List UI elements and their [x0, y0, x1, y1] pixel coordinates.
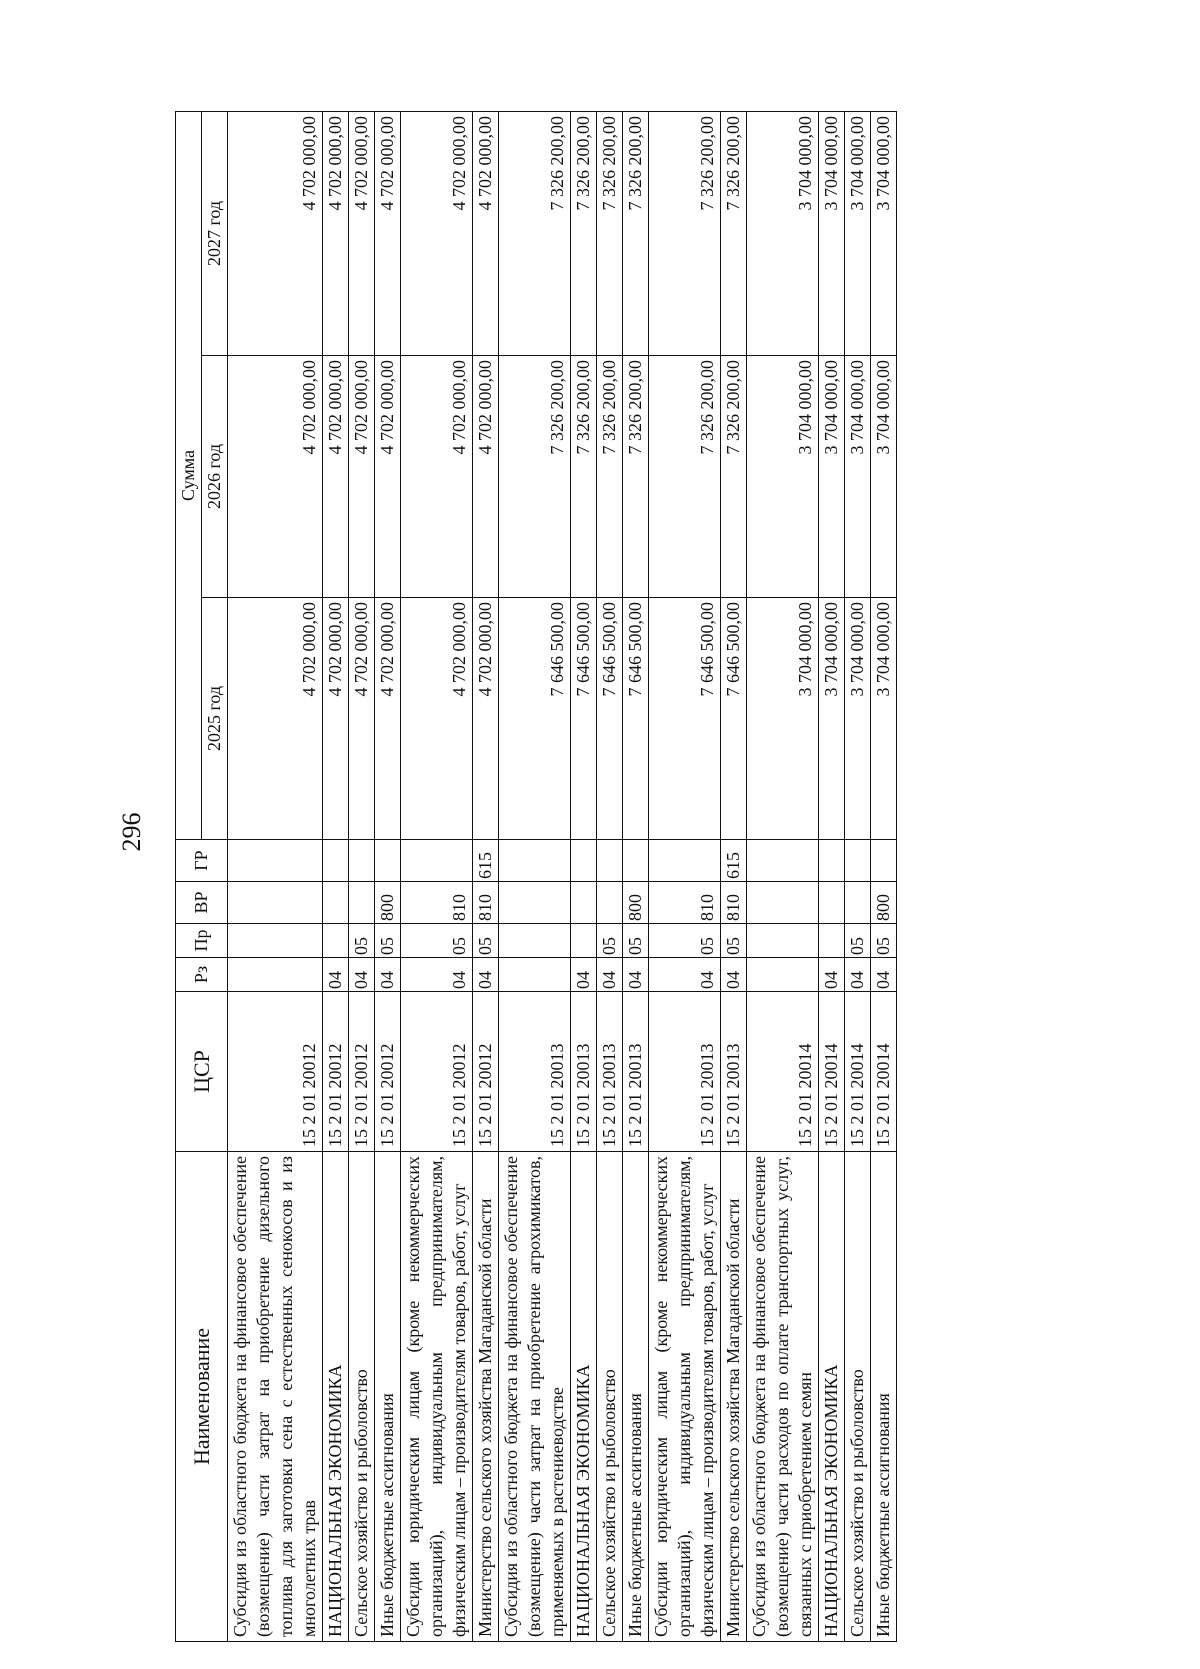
cell-pr: 05 — [649, 924, 721, 958]
cell-2026: 7 326 200,00 — [499, 356, 571, 598]
cell-rz: 04 — [401, 958, 473, 992]
cell-gr — [649, 840, 721, 882]
cell-2027: 3 704 000,00 — [871, 111, 897, 355]
table-body — [228, 111, 897, 1641]
cell-2025: 7 646 500,00 — [721, 598, 747, 840]
cell-2026: 3 704 000,00 — [845, 356, 871, 598]
cell-vr — [323, 882, 349, 924]
cell-name: Субсидия из областного бюджета на финансовое обеспечение (возмещение) части затрат на приобретение агрохимикатов, применяемых в растениеводстве — [499, 1152, 571, 1642]
table-row — [375, 111, 401, 1641]
cell-csr: 15 2 01 20012 — [401, 992, 473, 1152]
cell-pr — [228, 924, 323, 958]
cell-2025: 7 646 500,00 — [571, 598, 597, 840]
table-row — [747, 111, 819, 1641]
table-row — [845, 111, 871, 1641]
cell-2026: 3 704 000,00 — [747, 356, 819, 598]
cell-gr — [871, 840, 897, 882]
cell-2025: 7 646 500,00 — [499, 598, 571, 840]
cell-pr: 05 — [349, 924, 375, 958]
cell-rz: 04 — [819, 958, 845, 992]
cell-2027: 3 704 000,00 — [819, 111, 845, 355]
cell-name: НАЦИОНАЛЬНАЯ ЭКОНОМИКА — [571, 1152, 597, 1642]
cell-rz: 04 — [349, 958, 375, 992]
cell-vr: 800 — [623, 882, 649, 924]
cell-2026: 4 702 000,00 — [349, 356, 375, 598]
cell-2027: 7 326 200,00 — [499, 111, 571, 355]
cell-2027: 4 702 000,00 — [401, 111, 473, 355]
cell-rz: 04 — [375, 958, 401, 992]
cell-pr — [571, 924, 597, 958]
cell-csr: 15 2 01 20014 — [747, 992, 819, 1152]
cell-rz: 04 — [721, 958, 747, 992]
cell-name: Иные бюджетные ассигнования — [623, 1152, 649, 1642]
header-2027: 2027 год — [202, 111, 228, 355]
cell-2026: 3 704 000,00 — [819, 356, 845, 598]
table-row — [349, 111, 375, 1641]
cell-gr — [323, 840, 349, 882]
cell-gr — [819, 840, 845, 882]
table-row — [571, 111, 597, 1641]
cell-csr: 15 2 01 20014 — [871, 992, 897, 1152]
cell-2026: 7 326 200,00 — [721, 356, 747, 598]
cell-2025: 4 702 000,00 — [349, 598, 375, 840]
cell-name: Сельское хозяйство и рыболовство — [597, 1152, 623, 1642]
cell-name: Субсидия из областного бюджета на финансовое обеспечение (возмещение) части расходов по оплате транспортных услуг, связанных с приобретением семян — [747, 1152, 819, 1642]
table-row — [323, 111, 349, 1641]
header-rz: Рз — [176, 958, 228, 992]
budget-table-rotated — [175, 112, 1045, 1642]
cell-2026: 4 702 000,00 — [401, 356, 473, 598]
cell-name: НАЦИОНАЛЬНАЯ ЭКОНОМИКА — [323, 1152, 349, 1642]
header-name: Наименование — [176, 1152, 228, 1642]
cell-gr — [845, 840, 871, 882]
cell-name: Иные бюджетные ассигнования — [375, 1152, 401, 1642]
cell-2025: 3 704 000,00 — [747, 598, 819, 840]
cell-gr — [228, 840, 323, 882]
cell-2025: 4 702 000,00 — [401, 598, 473, 840]
cell-rz: 04 — [473, 958, 499, 992]
cell-2026: 3 704 000,00 — [871, 356, 897, 598]
table-row — [649, 111, 721, 1641]
cell-2027: 7 326 200,00 — [597, 111, 623, 355]
cell-2027: 4 702 000,00 — [228, 111, 323, 355]
table-row — [499, 111, 571, 1641]
cell-vr — [499, 882, 571, 924]
cell-2026: 4 702 000,00 — [323, 356, 349, 598]
cell-pr: 05 — [871, 924, 897, 958]
cell-vr: 810 — [401, 882, 473, 924]
header-sum: Сумма — [176, 111, 202, 839]
cell-2025: 7 646 500,00 — [597, 598, 623, 840]
cell-2027: 7 326 200,00 — [623, 111, 649, 355]
page-number: 296 — [117, 812, 146, 852]
cell-rz: 04 — [871, 958, 897, 992]
cell-gr — [401, 840, 473, 882]
cell-pr: 05 — [623, 924, 649, 958]
cell-vr: 810 — [721, 882, 747, 924]
table-row — [871, 111, 897, 1641]
cell-2026: 4 702 000,00 — [375, 356, 401, 598]
cell-2026: 7 326 200,00 — [623, 356, 649, 598]
cell-pr: 05 — [721, 924, 747, 958]
cell-2027: 3 704 000,00 — [845, 111, 871, 355]
cell-gr: 615 — [473, 840, 499, 882]
cell-gr — [623, 840, 649, 882]
cell-rz: 04 — [597, 958, 623, 992]
cell-2026: 7 326 200,00 — [571, 356, 597, 598]
cell-vr — [747, 882, 819, 924]
cell-name: Сельское хозяйство и рыболовство — [349, 1152, 375, 1642]
cell-rz: 04 — [323, 958, 349, 992]
cell-csr: 15 2 01 20013 — [499, 992, 571, 1152]
cell-name: Субсидии юридическим лицам (кроме некоммерческих организаций), индивидуальным предпринимателям, физическим лицам – производителям товаров, работ, услуг — [649, 1152, 721, 1642]
cell-2027: 4 702 000,00 — [375, 111, 401, 355]
budget-table — [175, 111, 897, 1642]
cell-2027: 7 326 200,00 — [571, 111, 597, 355]
cell-gr — [597, 840, 623, 882]
cell-2025: 3 704 000,00 — [819, 598, 845, 840]
cell-csr: 15 2 01 20013 — [597, 992, 623, 1152]
cell-2026: 4 702 000,00 — [228, 356, 323, 598]
cell-vr: 800 — [871, 882, 897, 924]
cell-pr: 05 — [473, 924, 499, 958]
cell-name: Министерство сельского хозяйства Магаданской области — [473, 1152, 499, 1642]
header-row-1 — [176, 111, 202, 1641]
cell-name: Иные бюджетные ассигнования — [871, 1152, 897, 1642]
cell-csr: 15 2 01 20013 — [721, 992, 747, 1152]
cell-rz: 04 — [845, 958, 871, 992]
cell-csr: 15 2 01 20012 — [349, 992, 375, 1152]
cell-2027: 4 702 000,00 — [473, 111, 499, 355]
table-row — [473, 111, 499, 1641]
table-row — [401, 111, 473, 1641]
cell-csr: 15 2 01 20012 — [323, 992, 349, 1152]
cell-2027: 7 326 200,00 — [649, 111, 721, 355]
cell-vr: 810 — [473, 882, 499, 924]
cell-gr: 615 — [721, 840, 747, 882]
cell-vr: 800 — [375, 882, 401, 924]
cell-csr: 15 2 01 20014 — [845, 992, 871, 1152]
cell-2026: 7 326 200,00 — [649, 356, 721, 598]
cell-pr: 05 — [845, 924, 871, 958]
cell-rz: 04 — [571, 958, 597, 992]
cell-csr: 15 2 01 20013 — [571, 992, 597, 1152]
cell-rz: 04 — [623, 958, 649, 992]
header-2026: 2026 год — [202, 356, 228, 598]
cell-csr: 15 2 01 20014 — [819, 992, 845, 1152]
cell-rz — [499, 958, 571, 992]
cell-gr — [499, 840, 571, 882]
header-2025: 2025 год — [202, 598, 228, 840]
cell-csr: 15 2 01 20013 — [623, 992, 649, 1152]
cell-name: НАЦИОНАЛЬНАЯ ЭКОНОМИКА — [819, 1152, 845, 1642]
cell-name: Субсидия из областного бюджета на финансовое обеспечение (возмещение) части затрат на приобретение дизельного топлива для заготовки сена с естественных сенокосов и из многолетних трав — [228, 1152, 323, 1642]
table-row — [623, 111, 649, 1641]
cell-csr: 15 2 01 20012 — [473, 992, 499, 1152]
cell-csr: 15 2 01 20012 — [375, 992, 401, 1152]
table-row — [597, 111, 623, 1641]
cell-2026: 7 326 200,00 — [597, 356, 623, 598]
cell-name: Субсидии юридическим лицам (кроме некоммерческих организаций), индивидуальным предпринимателям, физическим лицам – производителям товаров, работ, услуг — [401, 1152, 473, 1642]
cell-2025: 3 704 000,00 — [845, 598, 871, 840]
cell-2025: 4 702 000,00 — [228, 598, 323, 840]
cell-gr — [747, 840, 819, 882]
cell-2025: 4 702 000,00 — [473, 598, 499, 840]
cell-2025: 4 702 000,00 — [323, 598, 349, 840]
table-row — [721, 111, 747, 1641]
table-row — [819, 111, 845, 1641]
cell-rz — [747, 958, 819, 992]
cell-rz — [228, 958, 323, 992]
cell-csr: 15 2 01 20013 — [649, 992, 721, 1152]
cell-vr — [349, 882, 375, 924]
cell-pr — [819, 924, 845, 958]
cell-2025: 3 704 000,00 — [871, 598, 897, 840]
header-pr: Пр — [176, 924, 228, 958]
cell-2027: 4 702 000,00 — [323, 111, 349, 355]
cell-name: Министерство сельского хозяйства Магаданской области — [721, 1152, 747, 1642]
cell-vr — [597, 882, 623, 924]
header-csr: ЦСР — [176, 992, 228, 1152]
cell-gr — [375, 840, 401, 882]
cell-name: Сельское хозяйство и рыболовство — [845, 1152, 871, 1642]
cell-2027: 3 704 000,00 — [747, 111, 819, 355]
cell-vr — [571, 882, 597, 924]
table-row — [228, 111, 323, 1641]
cell-2026: 4 702 000,00 — [473, 356, 499, 598]
cell-pr — [747, 924, 819, 958]
cell-pr: 05 — [597, 924, 623, 958]
cell-vr — [845, 882, 871, 924]
cell-vr: 810 — [649, 882, 721, 924]
cell-pr — [499, 924, 571, 958]
cell-csr: 15 2 01 20012 — [228, 992, 323, 1152]
header-gr: ГР — [176, 840, 228, 882]
cell-pr — [323, 924, 349, 958]
cell-2025: 4 702 000,00 — [375, 598, 401, 840]
cell-vr — [819, 882, 845, 924]
cell-2025: 7 646 500,00 — [623, 598, 649, 840]
header-vr: ВР — [176, 882, 228, 924]
cell-rz: 04 — [649, 958, 721, 992]
cell-gr — [571, 840, 597, 882]
cell-pr: 05 — [375, 924, 401, 958]
cell-vr — [228, 882, 323, 924]
cell-2027: 4 702 000,00 — [349, 111, 375, 355]
cell-pr: 05 — [401, 924, 473, 958]
cell-2025: 7 646 500,00 — [649, 598, 721, 840]
cell-gr — [349, 840, 375, 882]
cell-2027: 7 326 200,00 — [721, 111, 747, 355]
